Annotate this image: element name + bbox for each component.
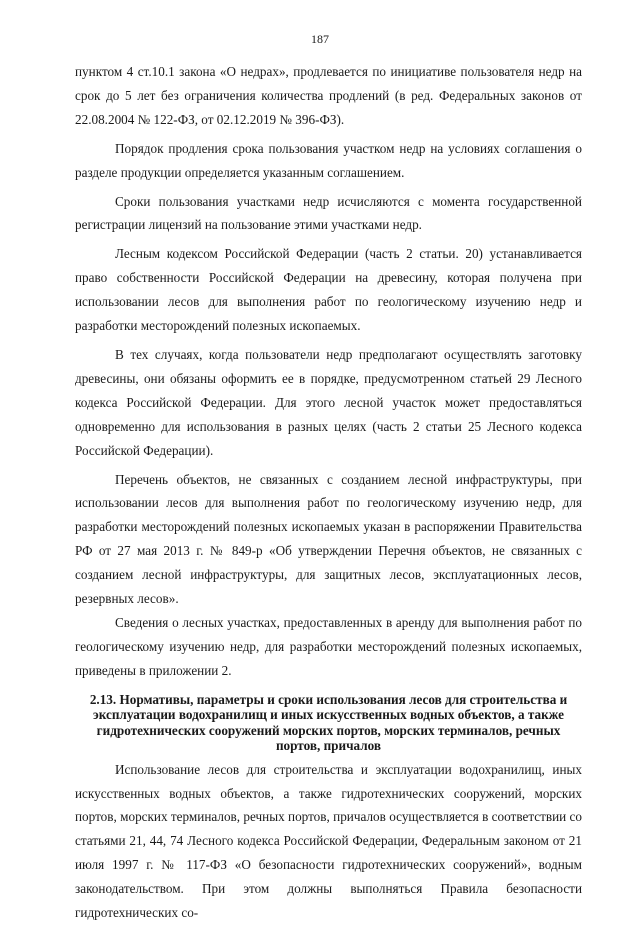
page-number: 187 [311,32,329,46]
paragraph-reservoir-use: Использование лесов для строительства и эксплуатации водохранилищ, иных искусственных водных объектов, а также гидротехнических сооружений, морских портов, морских терминалов, речных портов, причалов осуществляется в соответствии со статьями 21, 44, 74 Лесного кодекса Российской Федерации, Федеральным законом от 21 июля 1997 г. № 117-ФЗ «О безопасности гидротехнических сооружений», водным законодательством. При этом должны выполняться Правила безопасности гидротехнических со- [75,761,582,921]
paragraph-lease-info: Сведения о лесных участках, предоставленных в аренду для выполнения работ по геологическому изучению недр, для разработки месторождений полезных ископаемых, приведены в приложении 2. [75,614,582,678]
section-heading-2-13: 2.13. Нормативы, параметры и сроки использования лесов для строительства и эксплуатации водохранилищ и иных искусственных водных объектов, а также гидротехнических сооружений морских портов, морских терминалов, речных портов, причалов [89,691,568,754]
paragraph-object-list: Перечень объектов, не связанных с созданием лесной инфраструктуры, при использовании лесов для выполнения работ по геологическому изучению недр, для разработки месторождений полезных ископаемых указан в распоряжении Правительства РФ от 27 мая 2013 г. № 849-р «Об утверждении Перечня объектов, не связанных с созданием лесной инфраструктуры, для защитных лесов, эксплуатационных лесов, резервных лесов». [75,471,582,607]
paragraph-psa-extension: Порядок продления срока пользования участком недр на условиях соглашения о разделе продукции определяется указанным соглашением. [75,140,582,180]
paragraph-timber-ownership: Лесным кодексом Российской Федерации (часть 2 статьи. 20) устанавливается право собственности Российской Федерации на древесину, которая получена при использовании лесов для выполнения работ по геологическому изучению недр и разработки месторождений полезных ископаемых. [75,246,582,334]
paragraph-subsoil-extension: пунктом 4 ст.10.1 закона «О недрах», продлевается по инициативе пользователя недр на срок до 5 лет без ограничения количества продлений (в ред. Федеральных законов от 22.08.2004 № 122-ФЗ, от 02.12.2019 № 396-ФЗ). [75,64,582,127]
paragraph-timber-harvesting: В тех случаях, когда пользователи недр предполагают осуществлять заготовку древесины, они обязаны оформить ее в порядке, предусмотренном статьей 29 Лесного кодекса Российской Федерации. Для этого лесной участок может предоставляться одновременно для использования в разных целях (часть 2 статьи 25 Лесного кодекса Российской Федерации). [75,346,582,458]
paragraph-use-terms: Сроки пользования участками недр исчисляются с момента государственной регистрации лицензий на пользование этими участками недр. [75,193,582,233]
page-body [75,60,582,925]
